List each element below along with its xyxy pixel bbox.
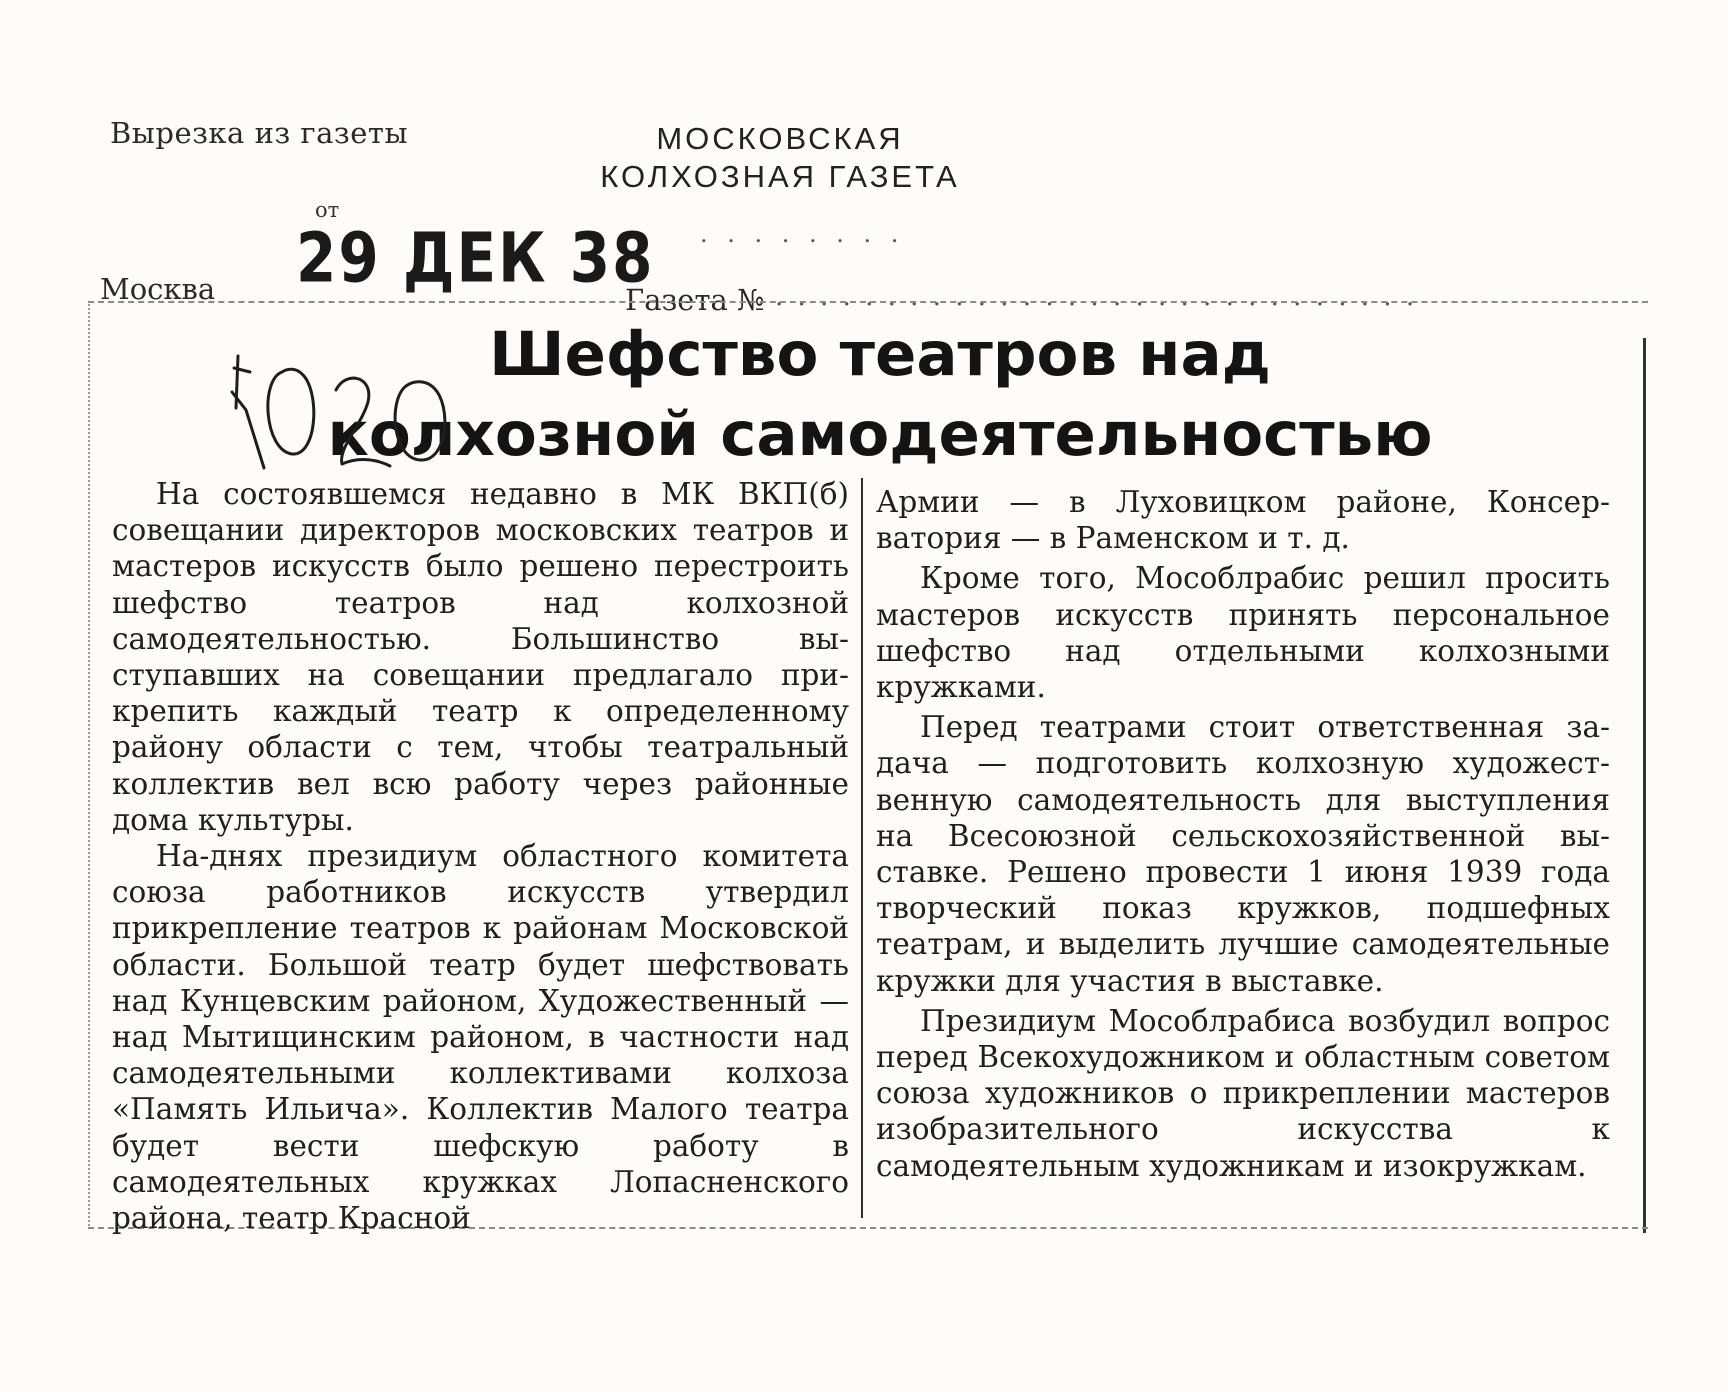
handwritten-number-annotation [220, 350, 470, 480]
clip-label: Вырезка из газеты [110, 116, 409, 150]
paragraph: Президиум Мособлрабиса возбудил вопрос перед Всекохудожником и областным советом союза художников о прикреплении мастеров изобразительного искусства к самодеятельным художникам и изокружкам. [876, 1003, 1610, 1183]
city-label: Москва [100, 272, 216, 306]
date-from-label: от [315, 198, 340, 222]
column-divider [861, 478, 863, 1218]
paragraph: Перед театрами стоит ответственная задача — подготовить колхозную художественную самодеятельность для выступления на Всесоюзной сельскохозяйственной выставке. Решено провести 1 июня 1939 года творческий показ кружков, подшефных театрам, и выделить лучшие самодеятельные кружки для участия в выставке. [876, 710, 1610, 998]
newspaper-name: МОСКОВСКАЯ КОЛХОЗНАЯ ГАЗЕТА [600, 121, 960, 194]
clipping-border-right [1643, 338, 1646, 1233]
paragraph: Кроме того, Мособлрабис решил просить мастеров искусств принять персональное шефство над отдельными колхозными кружками. [876, 561, 1610, 705]
paragraph: Армии — в Луховицком районе, Консерватория — в Раменском и т. д. [876, 485, 1610, 556]
article-headline: Шефство театров над колхозной самодеятельностью [327, 319, 1433, 470]
paragraph: На состоявшемся недавно в МК ВКП(б) совещании директоров московских театров и мастеров искусств было решено перестроить шефство театров над колхозной самодеятельностью. Большинство выступавших на совещании предлагало прикрепить каждый театр к определенному району области с тем, чтобы театральный коллектив вел всю работу через районные дома культуры. [112, 477, 849, 837]
issue-label: Газета № [625, 283, 765, 317]
article-left-column [112, 476, 849, 1236]
issue-number-dots: . . . . . . . . . . . . . . . . . . . . . . . . . . . . . [775, 282, 1418, 312]
stamp-dots-decoration: . . . . . . . . [700, 220, 905, 248]
clipping-border-left [88, 304, 90, 1226]
paragraph: На-днях президиум областного комитета союза работников искусств утвердил прикрепление театров к районам Московской области. Большой театр будет шефствовать над Кунцевским районом, Художественный — над Мытищинским районом, в частности над самодеятельными коллективами колхоза «Память Ильича». Коллектив Малого театра будет вести шефскую работу в самодеятельных кружках Лопасненского района, театр Красной [112, 839, 849, 1236]
article-right-column [876, 484, 1610, 1188]
date-stamp: 29 ДЕК 38 [296, 218, 655, 299]
clipping-border-top [88, 301, 1648, 303]
